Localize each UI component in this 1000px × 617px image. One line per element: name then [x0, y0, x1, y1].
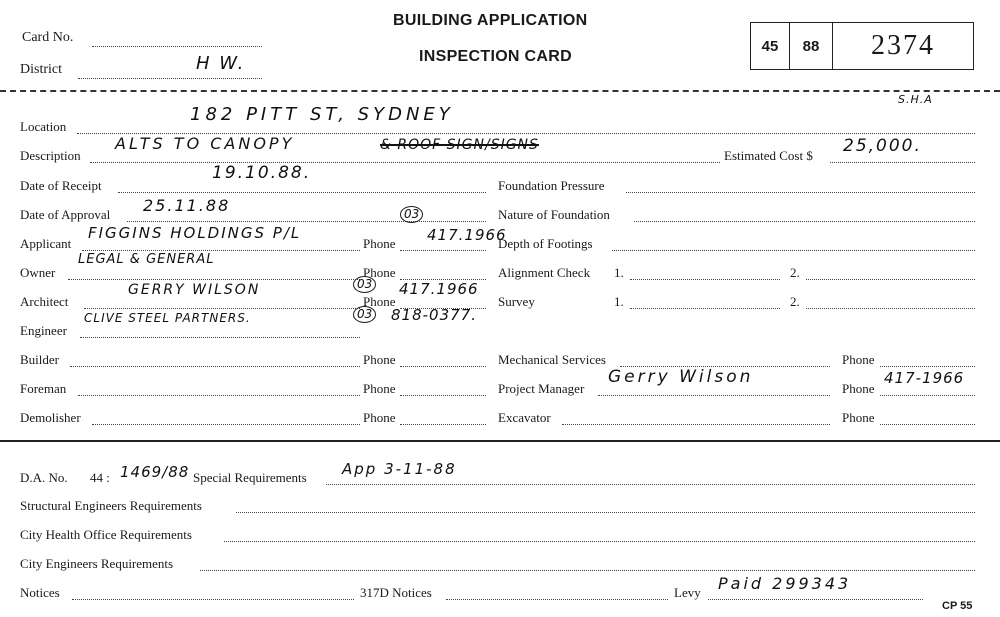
city-engineers-label: City Engineers Requirements	[20, 556, 174, 571]
special-requirements-value: App 3-11-88	[342, 460, 457, 478]
owner-label: Owner	[20, 265, 56, 280]
estimated-cost-value: 25,000.	[843, 136, 922, 156]
owner-phone-label: Phone	[363, 265, 396, 280]
foundation-pressure-field	[626, 192, 975, 193]
date-approval-label: Date of Approval	[20, 207, 111, 222]
builder-label: Builder	[20, 352, 59, 367]
survey-label: Survey	[498, 294, 535, 309]
levy-field	[708, 599, 923, 600]
project-manager-field	[598, 395, 830, 396]
demolisher-phone-field	[400, 424, 486, 425]
date-receipt-field	[118, 192, 486, 193]
architect-area-code: 03	[353, 275, 376, 293]
city-engineers-field	[200, 570, 975, 571]
location-value: 182 PITT ST, SYDNEY	[190, 104, 454, 125]
location-label: Location	[20, 119, 67, 134]
special-requirements-label: Special Requirements	[193, 470, 307, 485]
alignment-num-1: 1.	[614, 265, 624, 280]
foreman-phone-label: Phone	[363, 381, 396, 396]
mechanical-phone-field	[880, 366, 975, 367]
project-manager-value: Gerry Wilson	[608, 367, 754, 387]
health-office-label: City Health Office Requirements	[20, 527, 192, 542]
applicant-phone-field	[400, 250, 486, 251]
notices-field	[72, 599, 354, 600]
levy-label: Levy	[674, 585, 701, 600]
engineer-field	[80, 337, 360, 338]
architect-phone-label: Phone	[363, 294, 396, 309]
foundation-pressure-label: Foundation Pressure	[498, 178, 605, 193]
excavator-field	[562, 424, 830, 425]
project-manager-phone-field	[880, 395, 975, 396]
alignment-field-1	[630, 279, 780, 280]
district-field	[78, 78, 262, 79]
special-requirements-field	[326, 484, 975, 485]
demolisher-phone-label: Phone	[363, 410, 396, 425]
header-divider	[0, 90, 1000, 92]
notices-317d-field	[446, 599, 668, 600]
box-year-b: 88	[789, 22, 833, 70]
estimated-cost-label: Estimated Cost $	[724, 148, 813, 163]
nature-foundation-label: Nature of Foundation	[498, 207, 610, 222]
architect-field	[84, 308, 360, 309]
project-manager-phone-label: Phone	[842, 381, 875, 396]
applicant-field	[82, 250, 360, 251]
description-struck-text: & ROOF SIGN/SIGNS	[380, 137, 539, 153]
engineer-value: CLIVE STEEL PARTNERS.	[84, 311, 251, 325]
project-manager-phone-value: 417-1966	[884, 369, 965, 387]
mechanical-services-label: Mechanical Services	[498, 352, 606, 367]
date-approval-value: 25.11.88	[143, 196, 231, 215]
excavator-phone-field	[880, 424, 975, 425]
district-value: H W.	[196, 53, 246, 74]
box-year-a: 45	[750, 22, 790, 70]
applicant-phone-label: Phone	[363, 236, 396, 251]
description-field	[90, 162, 720, 163]
alignment-num-2: 2.	[790, 265, 800, 280]
health-office-field	[224, 541, 975, 542]
form-code: CP 55	[942, 600, 973, 612]
initials: S.H.A	[898, 93, 933, 106]
survey-field-2	[806, 308, 975, 309]
alignment-field-2	[806, 279, 975, 280]
applicant-phone-value: 417.1966	[427, 226, 507, 244]
applicant-label: Applicant	[20, 236, 72, 251]
architect-phone-value: 417.1966	[399, 280, 479, 298]
survey-num-1: 1.	[614, 294, 624, 309]
card-no-label: Card No.	[22, 30, 74, 45]
owner-field	[68, 279, 360, 280]
builder-field	[70, 366, 360, 367]
demolisher-label: Demolisher	[20, 410, 81, 425]
applicant-value: FIGGINS HOLDINGS P/L	[88, 224, 302, 242]
notices-317d-label: 317D Notices	[360, 585, 432, 600]
box-card-number: 2374	[832, 22, 974, 70]
builder-phone-field	[400, 366, 486, 367]
engineer-area-code: 03	[353, 305, 376, 323]
survey-num-2: 2.	[790, 294, 800, 309]
da-value: 1469/88	[120, 463, 190, 481]
description-value: ALTS TO CANOPY	[115, 134, 295, 153]
card-no-field	[92, 46, 262, 47]
excavator-label: Excavator	[498, 410, 551, 425]
estimated-cost-field	[830, 162, 975, 163]
survey-field-1	[630, 308, 780, 309]
depth-footings-label: Depth of Footings	[498, 236, 593, 251]
foreman-label: Foreman	[20, 381, 67, 396]
nature-foundation-field	[634, 221, 975, 222]
project-manager-label: Project Manager	[498, 381, 585, 396]
date-approval-field	[127, 221, 486, 222]
applicant-area-code: 03	[400, 205, 423, 223]
district-label: District	[20, 62, 62, 77]
alignment-check-label: Alignment Check	[498, 265, 591, 280]
demolisher-field	[92, 424, 360, 425]
engineer-label: Engineer	[20, 323, 67, 338]
depth-footings-field	[612, 250, 975, 251]
da-label: D.A. No.	[20, 470, 68, 485]
title-line-2: INSPECTION CARD	[419, 48, 572, 65]
middle-divider	[0, 440, 1000, 442]
foreman-phone-field	[400, 395, 486, 396]
date-receipt-label: Date of Receipt	[20, 178, 102, 193]
mechanical-phone-label: Phone	[842, 352, 875, 367]
owner-value: LEGAL & GENERAL	[78, 252, 215, 267]
structural-field	[236, 512, 975, 513]
notices-label: Notices	[20, 585, 60, 600]
structural-label: Structural Engineers Requirements	[20, 498, 202, 513]
excavator-phone-label: Phone	[842, 410, 875, 425]
engineer-phone-value: 818-0377.	[391, 306, 477, 324]
description-label: Description	[20, 148, 81, 163]
levy-value: Paid 299343	[718, 574, 852, 593]
builder-phone-label: Phone	[363, 352, 396, 367]
architect-label: Architect	[20, 294, 69, 309]
title-line-1: BUILDING APPLICATION	[393, 12, 588, 29]
date-receipt-value: 19.10.88.	[212, 163, 312, 183]
da-prefix: 44 :	[90, 470, 110, 485]
architect-value: GERRY WILSON	[128, 282, 261, 298]
foreman-field	[78, 395, 360, 396]
